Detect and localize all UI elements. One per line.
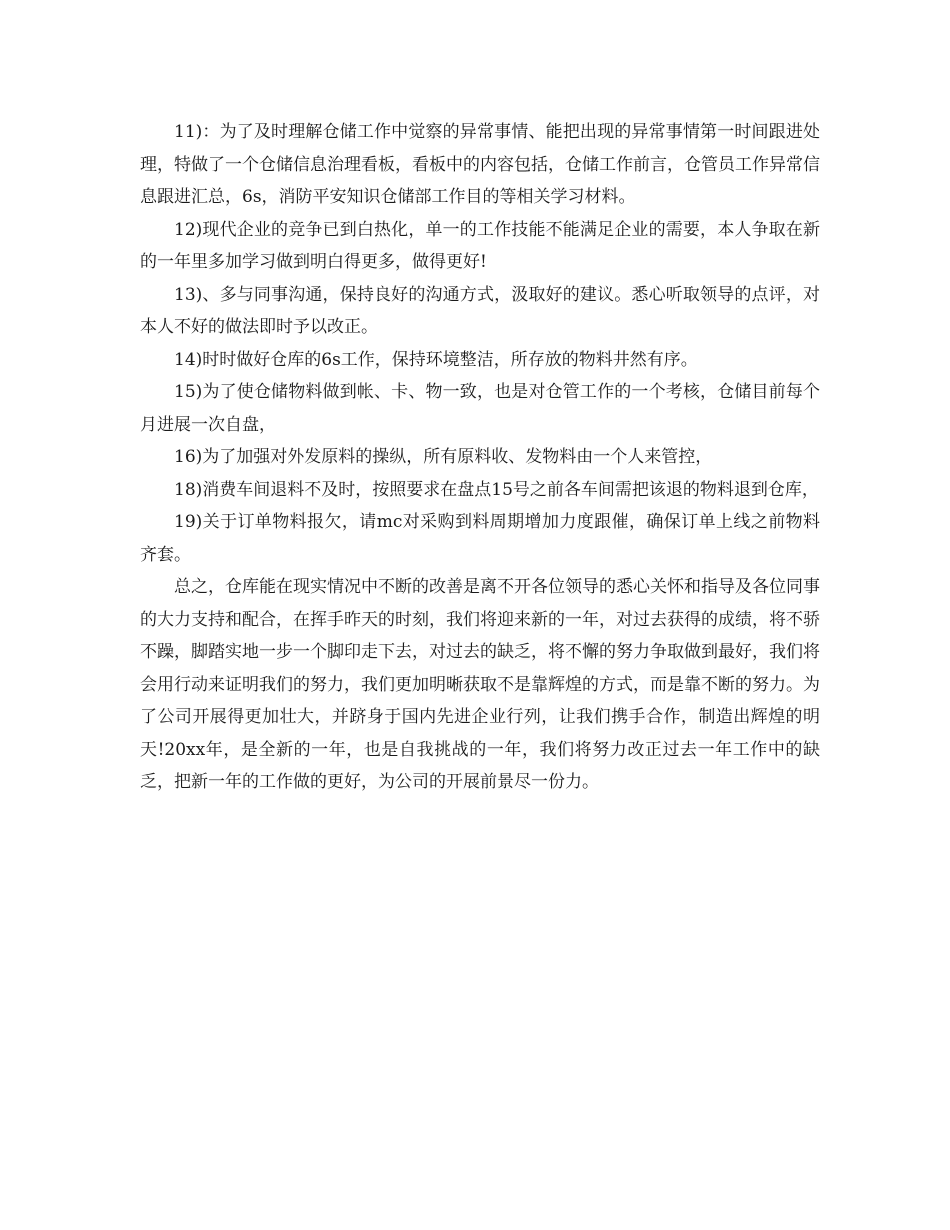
paragraph-item-15: 15)为了使仓储物料做到帐、卡、物一致，也是对仓管工作的一个考核，仓储目前每个月进展一次自盘， — [140, 382, 820, 435]
paragraph-item-18: 18)消费车间退料不及时，按照要求在盘点15号之前各车间需把该退的物料退到仓库， — [174, 479, 819, 500]
paragraph-item-11: 11)：为了及时理解仓储工作中觉察的异常事情、能把出现的异常事情第一时间跟进处理，特做了一个仓储信息治理看板，看板中的内容包括，仓储工作前言，仓管员工作异常信息跟进汇总，6s，消防平安知识仓储部工作目的等相关学习材料。 — [140, 122, 820, 207]
paragraph-item-14: 14)时时做好仓库的6s工作，保持环境整洁，所存放的物料井然有序。 — [174, 349, 698, 370]
paragraph-item-13: 13)、多与同事沟通，保持良好的沟通方式，汲取好的建议。悉心听取领导的点评，对本人不好的做法即时予以改正。 — [140, 284, 820, 337]
paragraph-item-16: 16)为了加强对外发原料的操纵，所有原料收、发物料由一个人来管控， — [174, 447, 713, 467]
paragraph-item-19: 19)关于订单物料报欠，请mc对采购到料周期增加力度跟催，确保订单上线之前物料齐套。 — [140, 512, 820, 565]
document-body — [140, 116, 820, 799]
paragraph-conclusion: 总之，仓库能在现实情况中不断的改善是离不开各位领导的悉心关怀和指导及各位同事的大力支持和配合，在挥手昨天的时刻，我们将迎来新的一年，对过去获得的成绩，将不骄不躁，脚踏实地一步一个脚印走下去，对过去的缺乏，将不懈的努力争取做到最好，我们将会用行动来证明我们的努力，我们更加明晰获取不是靠辉煌的方式，而是靠不断的努力。为了公司开展得更加壮大，并跻身于国内先进企业行列，让我们携手合作，制造出辉煌的明天!20xx年，是全新的一年，也是自我挑战的一年，我们将努力改正过去一年工作中的缺乏，把新一年的工作做的更好，为公司的开展前景尽一份力。 — [140, 577, 820, 792]
paragraph-item-12: 12)现代企业的竞争已到白热化，单一的工作技能不能满足企业的需要，本人争取在新的一年里多加学习做到明白得更多，做得更好! — [140, 219, 820, 272]
